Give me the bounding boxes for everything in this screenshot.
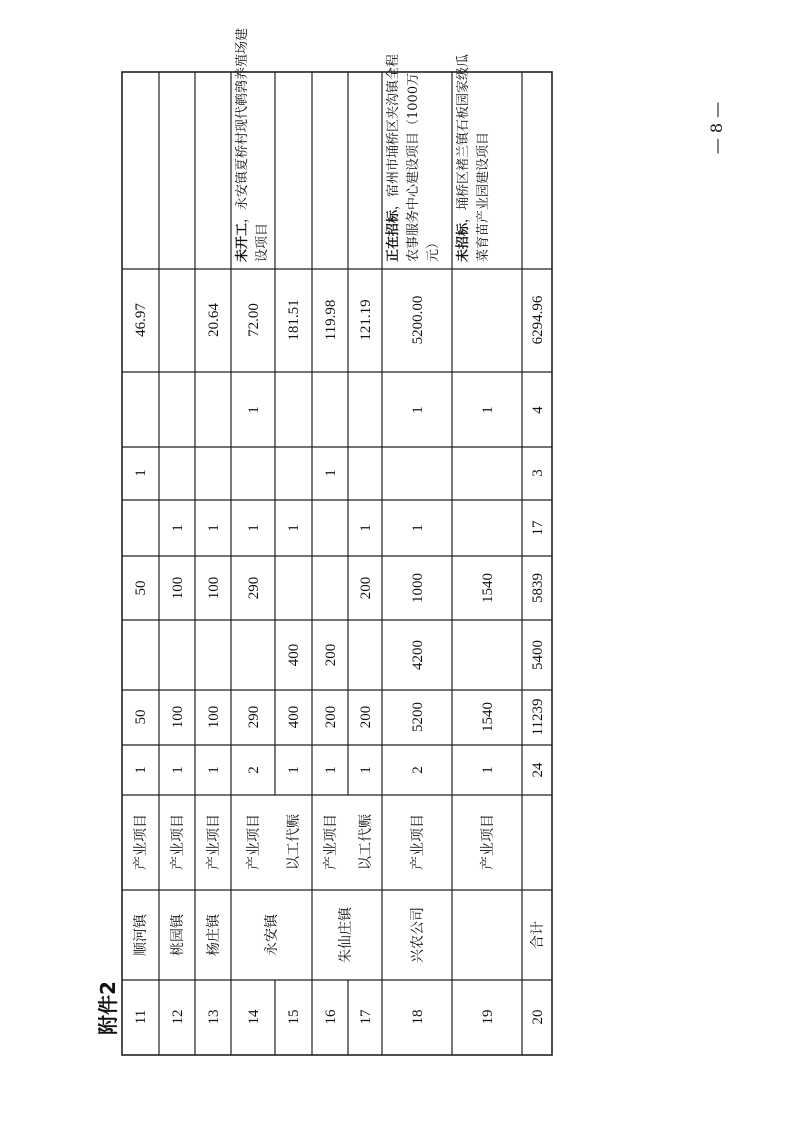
note-line: 未招标，埇桥区褚兰镇石板园家级瓜	[456, 53, 471, 262]
count-cell: 1	[480, 766, 496, 774]
amount-cell: 5839	[530, 573, 546, 603]
row-number: 14	[246, 1009, 262, 1025]
table-row	[479, 406, 496, 1024]
row-number: 18	[410, 1009, 426, 1025]
table-row	[132, 303, 149, 1025]
amount-cell: 1000	[410, 573, 426, 603]
note-line: 设项目	[255, 222, 270, 262]
town-name: 朱仙庄镇	[338, 907, 354, 963]
count-cell: 1	[410, 406, 426, 414]
row-number: 12	[170, 1009, 186, 1025]
count-cell: 1	[480, 406, 496, 414]
count-cell: 17	[530, 520, 546, 536]
total-row	[529, 295, 546, 1024]
count-cell: 1	[246, 524, 262, 532]
count-cell: 3	[530, 469, 546, 477]
amount-cell: 11239	[530, 698, 546, 736]
town-name: 杨庄镇	[206, 914, 222, 956]
count-cell: 1	[410, 524, 426, 532]
note-line: 正在招标，宿州市埇桥区夹沟镇全程	[386, 53, 401, 262]
amount-cell: 121.19	[358, 299, 374, 341]
note-line: 未开工，永安镇夏桥村现代鹌鹑养殖场建	[235, 27, 250, 262]
amount-cell: 5200	[410, 702, 426, 732]
row-number: 15	[286, 1009, 302, 1025]
amount-cell: 5200.00	[410, 295, 426, 345]
count-cell: 1	[323, 469, 339, 477]
table-row	[205, 303, 222, 1025]
amount-cell: 50	[133, 580, 149, 596]
project-type: 产业项目	[323, 814, 339, 870]
project-type: 产业项目	[246, 814, 262, 870]
attachment-label: 附件2	[96, 981, 120, 1035]
count-cell: 1	[286, 766, 302, 774]
amount-cell: 1540	[480, 702, 496, 732]
count-cell: 4	[530, 406, 546, 414]
amount-cell: 72.00	[246, 303, 262, 337]
count-cell: 24	[530, 762, 546, 778]
count-cell: 1	[170, 766, 186, 774]
amount-cell: 200	[323, 705, 339, 729]
status-note	[455, 54, 491, 262]
note-line: 元）	[426, 235, 441, 262]
amount-cell: 100	[170, 705, 186, 729]
project-type: 产业项目	[206, 814, 222, 870]
note-line: 菜育苗产业园建设项目	[476, 131, 491, 262]
project-type: 以工代赈	[358, 814, 374, 870]
amount-cell: 1540	[480, 573, 496, 603]
page-number: — 8 —	[707, 101, 726, 155]
amount-cell: 200	[358, 576, 374, 600]
row-number: 16	[323, 1009, 339, 1025]
amount-cell: 181.51	[286, 299, 302, 341]
count-cell: 1	[286, 524, 302, 532]
status-note	[385, 54, 441, 262]
row-number: 20	[530, 1009, 546, 1025]
amount-cell: 50	[133, 709, 149, 725]
count-cell: 2	[410, 766, 426, 774]
count-cell: 2	[246, 766, 262, 774]
amount-cell: 290	[246, 576, 262, 600]
town-name: 兴农公司	[410, 907, 426, 963]
amount-cell: 4200	[410, 640, 426, 670]
project-type: 产业项目	[410, 814, 426, 870]
amount-cell: 46.97	[133, 303, 149, 337]
amount-cell: 400	[286, 705, 302, 729]
table-row	[358, 299, 374, 1024]
count-cell: 1	[246, 406, 262, 414]
project-type: 产业项目	[170, 814, 186, 870]
count-cell: 1	[206, 766, 222, 774]
count-cell: 1	[170, 524, 186, 532]
project-type: 以工代赈	[286, 814, 302, 870]
amount-cell: 20.64	[206, 303, 222, 337]
status-note	[234, 28, 270, 262]
amount-cell: 5400	[530, 640, 546, 670]
table-row	[169, 524, 186, 1024]
count-cell: 1	[133, 469, 149, 477]
row-number: 13	[206, 1009, 222, 1025]
total-label: 合计	[530, 921, 546, 949]
town-name: 桃园镇	[170, 914, 186, 956]
count-cell: 1	[358, 766, 374, 774]
table-row	[322, 300, 354, 1025]
town-name: 永安镇	[264, 914, 280, 956]
amount-cell: 6294.96	[530, 295, 546, 345]
row-number: 19	[480, 1009, 496, 1025]
row-number: 11	[133, 1009, 149, 1025]
project-type: 产业项目	[133, 814, 149, 870]
amount-cell: 100	[170, 576, 186, 600]
count-cell: 1	[133, 766, 149, 774]
amount-cell: 200	[323, 643, 339, 667]
count-cell: 1	[206, 524, 222, 532]
town-name: 顺河镇	[133, 914, 149, 956]
amount-cell: 100	[206, 576, 222, 600]
amount-cell: 119.98	[323, 299, 339, 341]
project-type: 产业项目	[480, 814, 496, 870]
table-row	[286, 299, 302, 1024]
count-cell: 1	[358, 524, 374, 532]
row-number: 17	[358, 1009, 374, 1025]
note-line: 农事服务中心建设项目（1000万	[406, 72, 421, 262]
count-cell: 1	[323, 766, 339, 774]
table-row	[409, 296, 426, 1025]
amount-cell: 400	[286, 643, 302, 667]
table-row	[234, 28, 280, 1025]
amount-cell: 200	[358, 705, 374, 729]
amount-cell: 100	[206, 705, 222, 729]
amount-cell: 290	[246, 705, 262, 729]
